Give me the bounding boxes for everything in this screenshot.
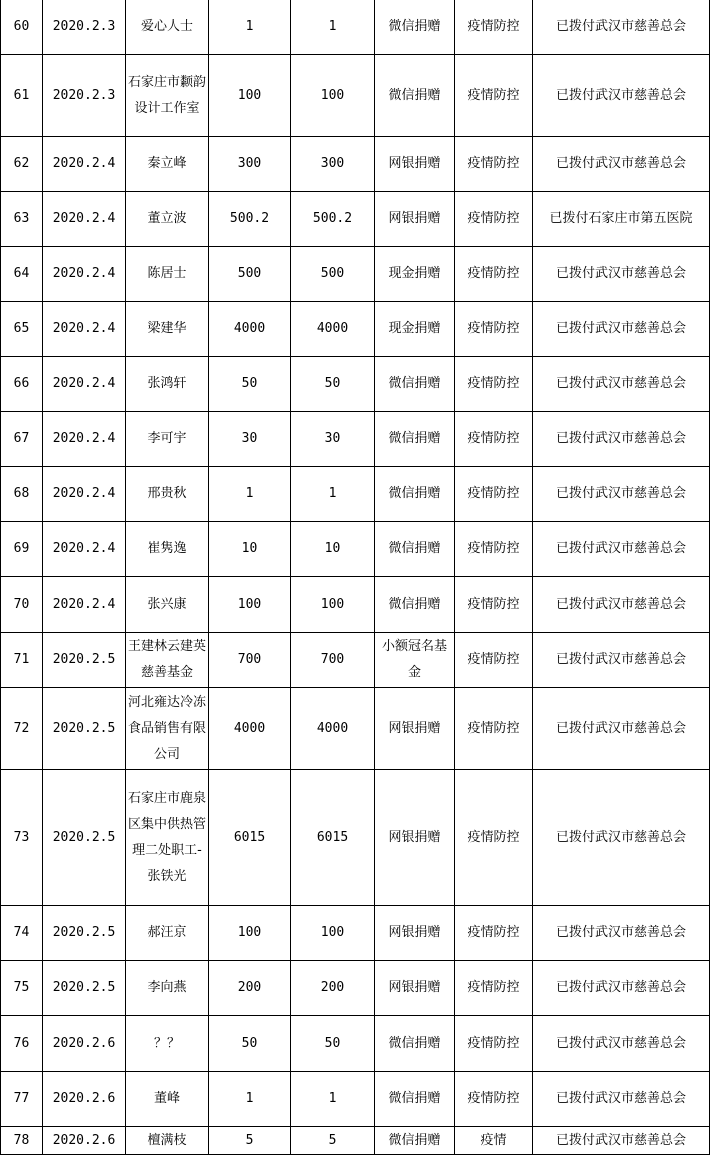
donor-cell: 郝汪京 xyxy=(126,906,209,961)
date-cell: 2020.2.4 xyxy=(43,522,126,577)
received-amount-cell: 4000 xyxy=(291,302,375,357)
date-cell: 2020.2.3 xyxy=(43,55,126,137)
donor-cell: 河北雍达冷冻食品销售有限公司 xyxy=(126,688,209,770)
donor-cell: 石家庄市颣韵设计工作室 xyxy=(126,55,209,137)
amount-cell: 4000 xyxy=(209,688,291,770)
row-number: 60 xyxy=(1,0,43,55)
date-cell: 2020.2.4 xyxy=(43,192,126,247)
row-number: 68 xyxy=(1,467,43,522)
donation-table-body xyxy=(1,0,710,1155)
date-cell: 2020.2.4 xyxy=(43,357,126,412)
received-amount-cell: 5 xyxy=(291,1127,375,1155)
amount-cell: 200 xyxy=(209,961,291,1016)
donation-method-cell: 微信捐赠 xyxy=(375,412,455,467)
received-amount-cell: 500.2 xyxy=(291,192,375,247)
allocation-status-cell: 已拨付武汉市慈善总会 xyxy=(533,247,710,302)
allocation-status-cell: 已拨付武汉市慈善总会 xyxy=(533,961,710,1016)
received-amount-cell: 100 xyxy=(291,906,375,961)
allocation-status-cell: 已拨付武汉市慈善总会 xyxy=(533,577,710,633)
donation-method-cell: 网银捐赠 xyxy=(375,137,455,192)
amount-cell: 500 xyxy=(209,247,291,302)
purpose-cell: 疫情防控 xyxy=(455,137,533,192)
row-number: 74 xyxy=(1,906,43,961)
row-number: 64 xyxy=(1,247,43,302)
row-number: 77 xyxy=(1,1072,43,1127)
allocation-status-cell: 已拨付武汉市慈善总会 xyxy=(533,302,710,357)
donor-cell: 邢贵秋 xyxy=(126,467,209,522)
allocation-status-cell: 已拨付武汉市慈善总会 xyxy=(533,688,710,770)
table-row xyxy=(1,906,710,961)
donor-cell: 张鸿轩 xyxy=(126,357,209,412)
date-cell: 2020.2.4 xyxy=(43,247,126,302)
purpose-cell: 疫情防控 xyxy=(455,688,533,770)
donation-method-cell: 网银捐赠 xyxy=(375,770,455,906)
date-cell: 2020.2.5 xyxy=(43,961,126,1016)
donation-method-cell: 微信捐赠 xyxy=(375,1127,455,1155)
row-number: 72 xyxy=(1,688,43,770)
received-amount-cell: 300 xyxy=(291,137,375,192)
table-row xyxy=(1,192,710,247)
allocation-status-cell: 已拨付武汉市慈善总会 xyxy=(533,357,710,412)
purpose-cell: 疫情防控 xyxy=(455,192,533,247)
row-number: 70 xyxy=(1,577,43,633)
donor-cell: 檀满枝 xyxy=(126,1127,209,1155)
row-number: 78 xyxy=(1,1127,43,1155)
received-amount-cell: 1 xyxy=(291,0,375,55)
donor-cell: 张兴康 xyxy=(126,577,209,633)
purpose-cell: 疫情防控 xyxy=(455,412,533,467)
donor-cell: 王建林云建英慈善基金 xyxy=(126,633,209,688)
donor-cell: ？？ xyxy=(126,1016,209,1072)
amount-cell: 1 xyxy=(209,467,291,522)
amount-cell: 100 xyxy=(209,55,291,137)
row-number: 75 xyxy=(1,961,43,1016)
received-amount-cell: 100 xyxy=(291,577,375,633)
allocation-status-cell: 已拨付武汉市慈善总会 xyxy=(533,1072,710,1127)
purpose-cell: 疫情防控 xyxy=(455,1072,533,1127)
amount-cell: 5 xyxy=(209,1127,291,1155)
donation-method-cell: 网银捐赠 xyxy=(375,906,455,961)
allocation-status-cell: 已拨付武汉市慈善总会 xyxy=(533,467,710,522)
received-amount-cell: 50 xyxy=(291,357,375,412)
donation-method-cell: 微信捐赠 xyxy=(375,1072,455,1127)
amount-cell: 100 xyxy=(209,577,291,633)
table-row xyxy=(1,522,710,577)
donation-method-cell: 网银捐赠 xyxy=(375,961,455,1016)
amount-cell: 50 xyxy=(209,357,291,412)
table-row xyxy=(1,55,710,137)
table-row xyxy=(1,467,710,522)
table-row xyxy=(1,302,710,357)
allocation-status-cell: 已拨付武汉市慈善总会 xyxy=(533,55,710,137)
donation-method-cell: 网银捐赠 xyxy=(375,192,455,247)
amount-cell: 1 xyxy=(209,0,291,55)
row-number: 62 xyxy=(1,137,43,192)
amount-cell: 30 xyxy=(209,412,291,467)
date-cell: 2020.2.5 xyxy=(43,770,126,906)
purpose-cell: 疫情防控 xyxy=(455,467,533,522)
purpose-cell: 疫情防控 xyxy=(455,55,533,137)
table-row xyxy=(1,633,710,688)
purpose-cell: 疫情防控 xyxy=(455,906,533,961)
table-row xyxy=(1,961,710,1016)
received-amount-cell: 1 xyxy=(291,467,375,522)
allocation-status-cell: 已拨付武汉市慈善总会 xyxy=(533,412,710,467)
purpose-cell: 疫情防控 xyxy=(455,961,533,1016)
table-row xyxy=(1,247,710,302)
allocation-status-cell: 已拨付武汉市慈善总会 xyxy=(533,906,710,961)
donor-cell: 石家庄市鹿泉区集中供热管理二处职工-张铁光 xyxy=(126,770,209,906)
date-cell: 2020.2.4 xyxy=(43,467,126,522)
row-number: 69 xyxy=(1,522,43,577)
date-cell: 2020.2.6 xyxy=(43,1072,126,1127)
amount-cell: 300 xyxy=(209,137,291,192)
date-cell: 2020.2.5 xyxy=(43,633,126,688)
purpose-cell: 疫情防控 xyxy=(455,1016,533,1072)
amount-cell: 500.2 xyxy=(209,192,291,247)
received-amount-cell: 100 xyxy=(291,55,375,137)
table-row xyxy=(1,1127,710,1155)
row-number: 65 xyxy=(1,302,43,357)
allocation-status-cell: 已拨付石家庄市第五医院 xyxy=(533,192,710,247)
allocation-status-cell: 已拨付武汉市慈善总会 xyxy=(533,633,710,688)
donor-cell: 董峰 xyxy=(126,1072,209,1127)
amount-cell: 700 xyxy=(209,633,291,688)
donor-cell: 爱心人士 xyxy=(126,0,209,55)
donor-cell: 梁建华 xyxy=(126,302,209,357)
received-amount-cell: 10 xyxy=(291,522,375,577)
purpose-cell: 疫情防控 xyxy=(455,577,533,633)
donor-cell: 董立波 xyxy=(126,192,209,247)
date-cell: 2020.2.4 xyxy=(43,577,126,633)
purpose-cell: 疫情 xyxy=(455,1127,533,1155)
donor-cell: 秦立峰 xyxy=(126,137,209,192)
date-cell: 2020.2.4 xyxy=(43,302,126,357)
purpose-cell: 疫情防控 xyxy=(455,522,533,577)
received-amount-cell: 1 xyxy=(291,1072,375,1127)
received-amount-cell: 200 xyxy=(291,961,375,1016)
table-row xyxy=(1,357,710,412)
date-cell: 2020.2.4 xyxy=(43,412,126,467)
donor-cell: 崔隽逸 xyxy=(126,522,209,577)
row-number: 63 xyxy=(1,192,43,247)
donation-method-cell: 小额冠名基金 xyxy=(375,633,455,688)
table-row xyxy=(1,770,710,906)
amount-cell: 6015 xyxy=(209,770,291,906)
table-row xyxy=(1,0,710,55)
purpose-cell: 疫情防控 xyxy=(455,357,533,412)
table-row xyxy=(1,412,710,467)
allocation-status-cell: 已拨付武汉市慈善总会 xyxy=(533,1016,710,1072)
amount-cell: 1 xyxy=(209,1072,291,1127)
amount-cell: 50 xyxy=(209,1016,291,1072)
allocation-status-cell: 已拨付武汉市慈善总会 xyxy=(533,522,710,577)
amount-cell: 100 xyxy=(209,906,291,961)
donation-method-cell: 现金捐赠 xyxy=(375,247,455,302)
received-amount-cell: 500 xyxy=(291,247,375,302)
date-cell: 2020.2.5 xyxy=(43,688,126,770)
table-row xyxy=(1,1016,710,1072)
row-number: 76 xyxy=(1,1016,43,1072)
donor-cell: 李可宇 xyxy=(126,412,209,467)
amount-cell: 4000 xyxy=(209,302,291,357)
table-row xyxy=(1,137,710,192)
table-row xyxy=(1,688,710,770)
table-row xyxy=(1,577,710,633)
purpose-cell: 疫情防控 xyxy=(455,633,533,688)
row-number: 73 xyxy=(1,770,43,906)
allocation-status-cell: 已拨付武汉市慈善总会 xyxy=(533,770,710,906)
donation-method-cell: 微信捐赠 xyxy=(375,577,455,633)
date-cell: 2020.2.5 xyxy=(43,906,126,961)
date-cell: 2020.2.3 xyxy=(43,0,126,55)
date-cell: 2020.2.6 xyxy=(43,1016,126,1072)
allocation-status-cell: 已拨付武汉市慈善总会 xyxy=(533,0,710,55)
donor-cell: 李向燕 xyxy=(126,961,209,1016)
date-cell: 2020.2.4 xyxy=(43,137,126,192)
donation-method-cell: 网银捐赠 xyxy=(375,688,455,770)
donor-cell: 陈居士 xyxy=(126,247,209,302)
purpose-cell: 疫情防控 xyxy=(455,0,533,55)
donation-method-cell: 微信捐赠 xyxy=(375,357,455,412)
donation-method-cell: 微信捐赠 xyxy=(375,522,455,577)
donation-method-cell: 现金捐赠 xyxy=(375,302,455,357)
received-amount-cell: 50 xyxy=(291,1016,375,1072)
purpose-cell: 疫情防控 xyxy=(455,770,533,906)
amount-cell: 10 xyxy=(209,522,291,577)
donation-method-cell: 微信捐赠 xyxy=(375,1016,455,1072)
row-number: 61 xyxy=(1,55,43,137)
purpose-cell: 疫情防控 xyxy=(455,247,533,302)
received-amount-cell: 4000 xyxy=(291,688,375,770)
received-amount-cell: 6015 xyxy=(291,770,375,906)
table-row xyxy=(1,1072,710,1127)
allocation-status-cell: 已拨付武汉市慈善总会 xyxy=(533,1127,710,1155)
donation-method-cell: 微信捐赠 xyxy=(375,467,455,522)
allocation-status-cell: 已拨付武汉市慈善总会 xyxy=(533,137,710,192)
date-cell: 2020.2.6 xyxy=(43,1127,126,1155)
donation-method-cell: 微信捐赠 xyxy=(375,55,455,137)
purpose-cell: 疫情防控 xyxy=(455,302,533,357)
donation-method-cell: 微信捐赠 xyxy=(375,0,455,55)
row-number: 66 xyxy=(1,357,43,412)
received-amount-cell: 30 xyxy=(291,412,375,467)
row-number: 67 xyxy=(1,412,43,467)
row-number: 71 xyxy=(1,633,43,688)
received-amount-cell: 700 xyxy=(291,633,375,688)
